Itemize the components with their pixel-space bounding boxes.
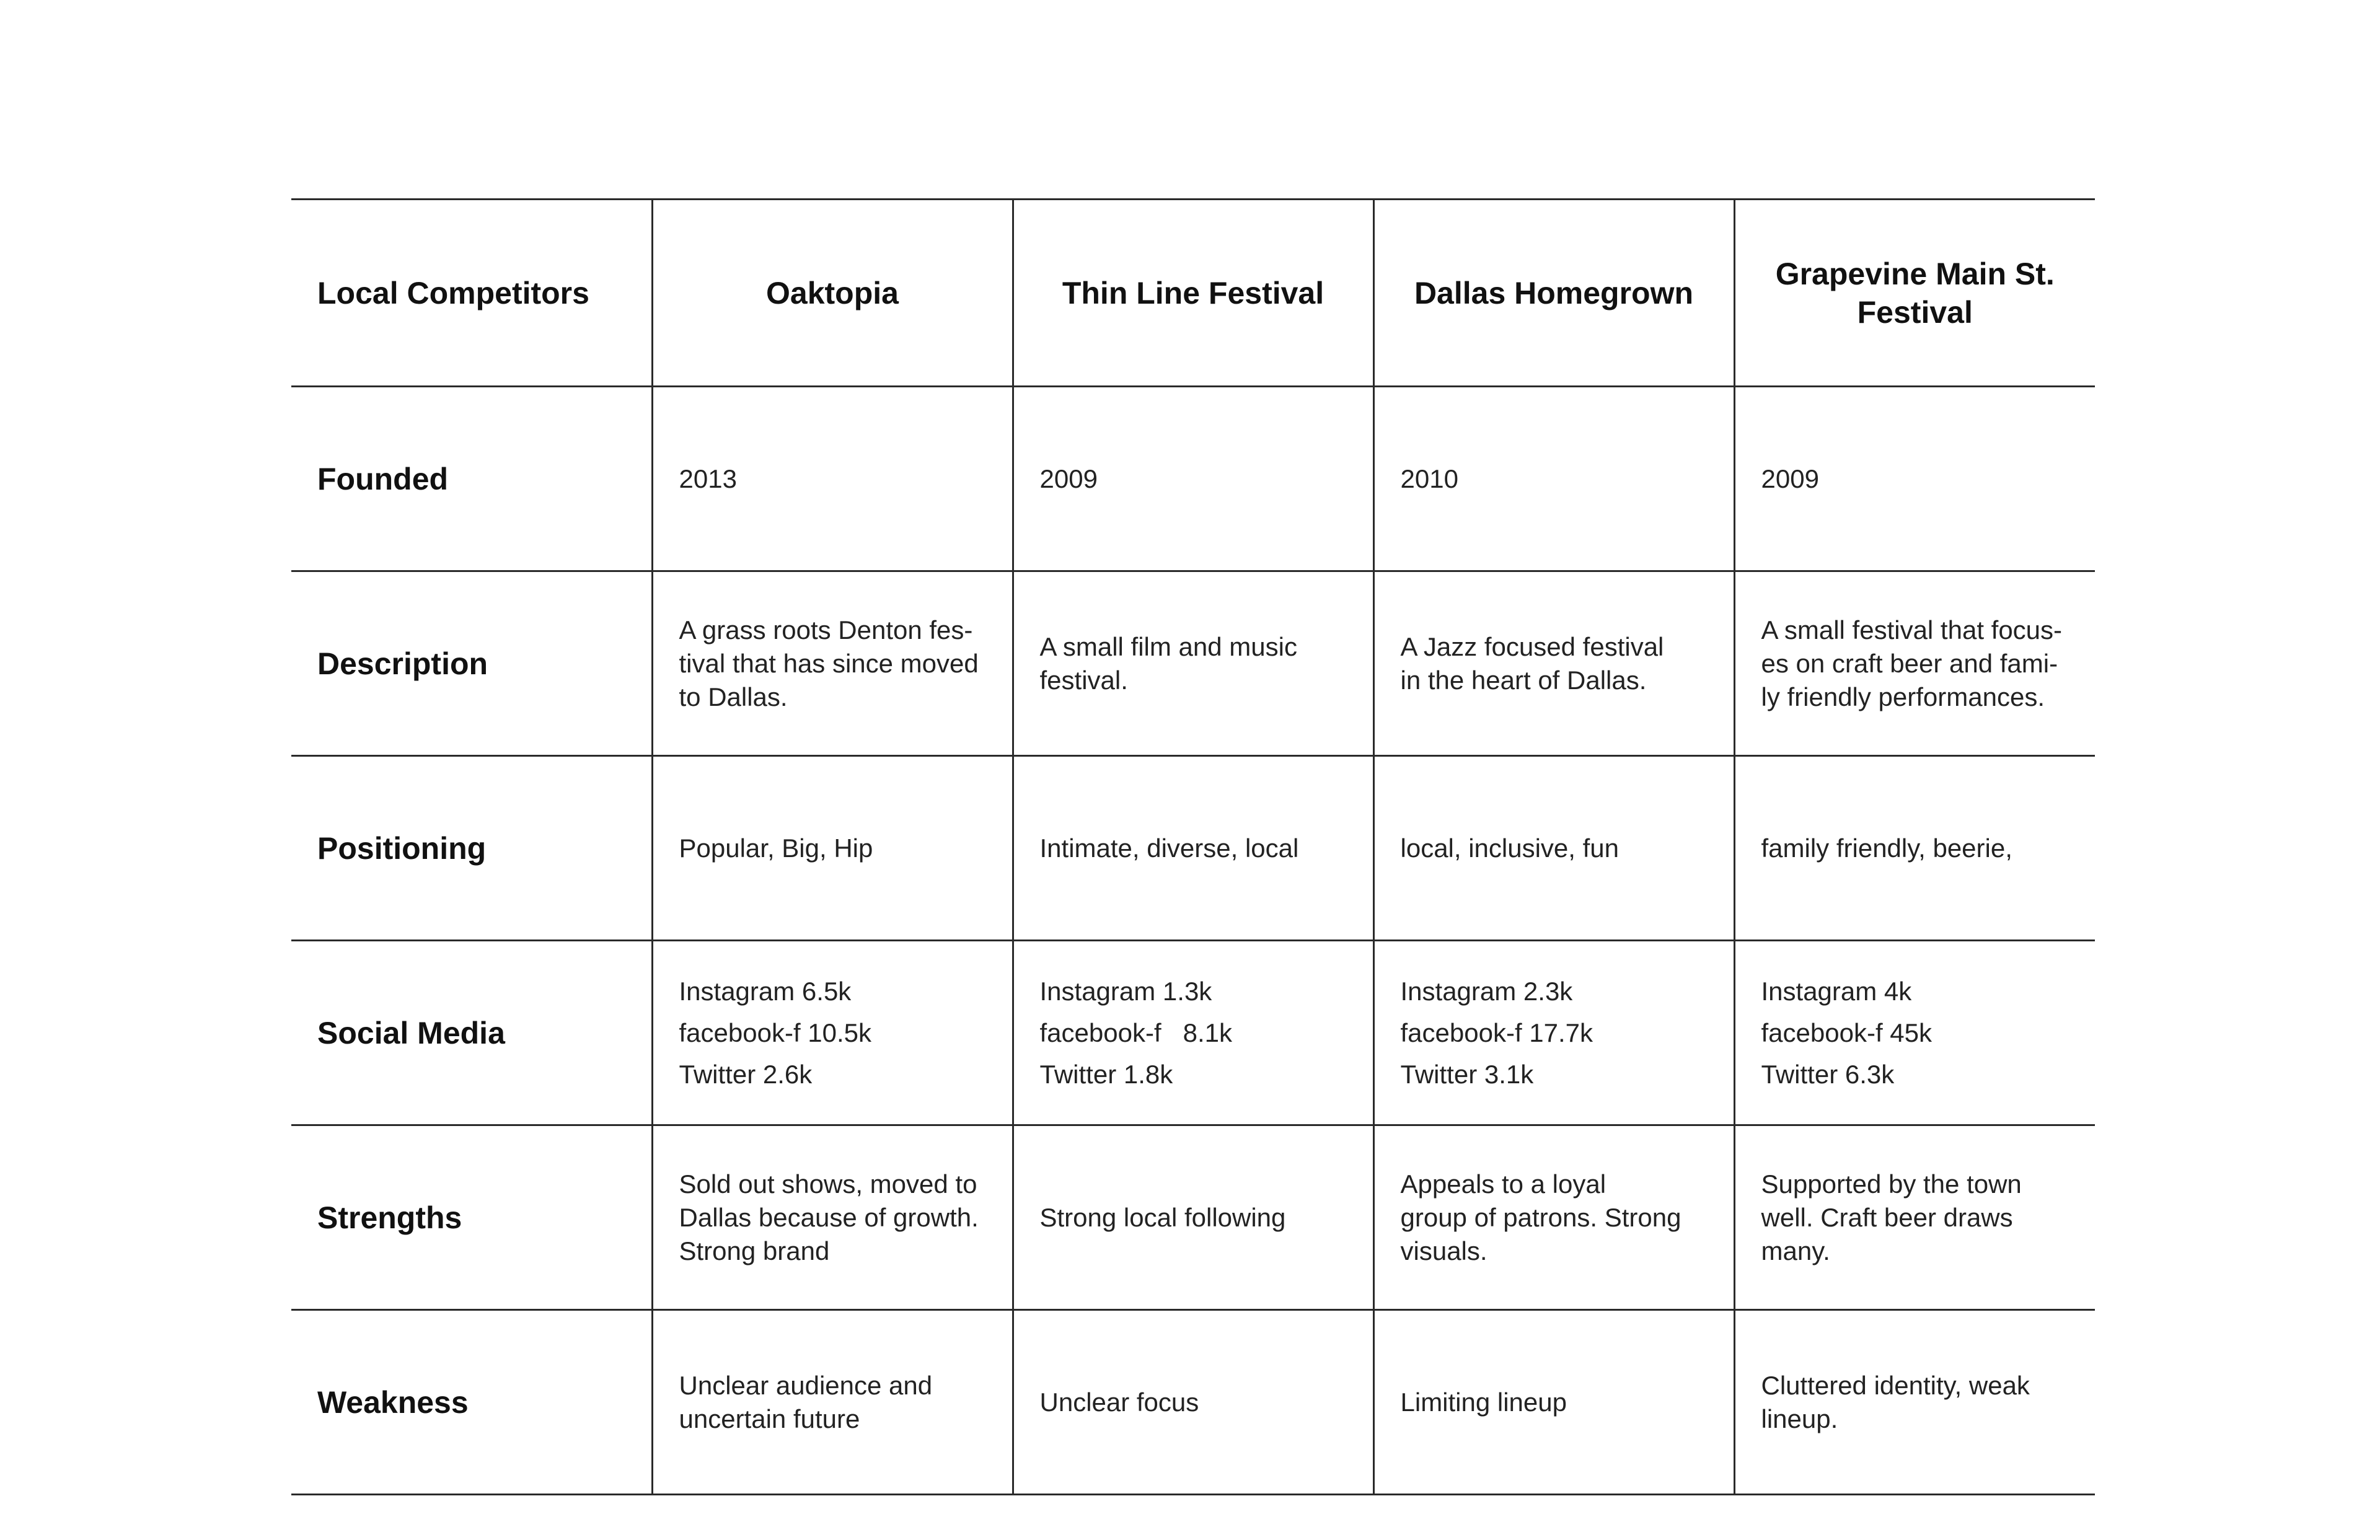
cell-text-line: es on craft beer and fami- (1761, 648, 2058, 678)
cell-text-line: Twitter 6.3k (1761, 1060, 1895, 1089)
table-cell (652, 1310, 1013, 1495)
cell-text-line: visuals. (1400, 1236, 1488, 1265)
table-cell (1373, 756, 1734, 941)
row-label-weakness: Weakness (291, 1310, 652, 1495)
cell-text-line: facebook-f 45k (1761, 1018, 1933, 1047)
cell-text-line: facebook-f 10.5k (679, 1018, 872, 1047)
cell-text-line: well. Craft beer draws (1761, 1202, 2013, 1232)
cell-text-line: uncertain future (679, 1404, 860, 1433)
cell-text-line: 2013 (679, 464, 737, 493)
table-cell (1013, 1125, 1373, 1310)
table-cell (1373, 387, 1734, 571)
cell-text-line: Limiting lineup (1400, 1387, 1567, 1417)
cell-text-line: A grass roots Denton fes- (679, 615, 973, 645)
table-body (291, 200, 2095, 1495)
table-cell (652, 756, 1013, 941)
table-cell (652, 387, 1013, 571)
cell-text-line: Cluttered identity, weak (1761, 1370, 2030, 1400)
cell-text-line: Popular, Big, Hip (679, 833, 873, 863)
table-row-description (291, 571, 2095, 756)
table-cell (1734, 387, 2095, 571)
cell-text-line: Unclear focus (1039, 1387, 1199, 1417)
cell-text-line: Supported by the town (1761, 1169, 2022, 1199)
table-cell (1734, 571, 2095, 756)
cell-text-line: Instagram 6.5k (679, 977, 852, 1006)
cell-text-line: facebook-f 17.7k (1400, 1018, 1593, 1047)
cell-text-line: ly friendly performances. (1761, 682, 2045, 711)
table-cell (1734, 941, 2095, 1125)
cell-text-line: Appeals to a loyal (1400, 1169, 1606, 1199)
cell-text-line: local, inclusive, fun (1400, 833, 1620, 863)
cell-text-line: Dallas because of growth. (679, 1202, 979, 1232)
row-label-strengths: Strengths (291, 1125, 652, 1310)
cell-text-line: lineup. (1761, 1404, 1838, 1433)
row-label-founded: Founded (291, 387, 652, 571)
table-cell (1734, 1125, 2095, 1310)
cell-text-line: 2009 (1039, 464, 1098, 493)
table-row-strengths (291, 1125, 2095, 1310)
cell-text-line: in the heart of Dallas. (1400, 665, 1647, 695)
header-row (291, 200, 2095, 387)
table-cell (1373, 1125, 1734, 1310)
cell-text-line: A small festival that focus- (1761, 615, 2063, 645)
cell-text-line: A small film and music (1039, 631, 1297, 661)
table-row-positioning (291, 756, 2095, 941)
cell-text-line: to Dallas. (679, 682, 788, 711)
column-header-grapevine-main-st-festival: Grapevine Main St. Festival (1734, 200, 2095, 387)
table-cell (1013, 941, 1373, 1125)
cell-text-line: Twitter 1.8k (1039, 1060, 1173, 1089)
cell-text-line: Strong local following (1039, 1202, 1286, 1232)
table-cell (652, 941, 1013, 1125)
row-label-positioning: Positioning (291, 756, 652, 941)
row-label-social-media: Social Media (291, 941, 652, 1125)
table-cell (1013, 1310, 1373, 1495)
cell-text-line: Unclear audience and (679, 1370, 933, 1400)
table-cell (1373, 571, 1734, 756)
row-label-description: Description (291, 571, 652, 756)
competitor-comparison-table-container (291, 198, 2095, 1494)
cell-text-line: A Jazz focused festival (1400, 631, 1664, 661)
cell-text-line: Twitter 2.6k (679, 1060, 813, 1089)
table-cell (652, 1125, 1013, 1310)
column-header-thin-line-festival: Thin Line Festival (1013, 200, 1373, 387)
table-cell (1373, 941, 1734, 1125)
cell-text-line: facebook-f 8.1k (1039, 1018, 1233, 1047)
cell-text-line: Instagram 1.3k (1039, 977, 1212, 1006)
table-cell (652, 571, 1013, 756)
table-row-weakness (291, 1310, 2095, 1495)
cell-text-line: Intimate, diverse, local (1039, 833, 1299, 863)
cell-text-line: Sold out shows, moved to (679, 1169, 977, 1199)
table-cell (1013, 387, 1373, 571)
cell-text-line: tival that has since moved (679, 648, 979, 678)
corner-label: Local Competitors (291, 200, 652, 387)
cell-text-line: many. (1761, 1236, 1830, 1265)
table-cell (1734, 756, 2095, 941)
table-row-founded (291, 387, 2095, 571)
column-header-oaktopia: Oaktopia (652, 200, 1013, 387)
cell-text-line: 2010 (1400, 464, 1458, 493)
table-row-social-media (291, 941, 2095, 1125)
competitor-comparison-table (291, 198, 2095, 1495)
cell-text-line: group of patrons. Strong (1400, 1202, 1681, 1232)
table-cell (1013, 756, 1373, 941)
cell-text-line: Instagram 2.3k (1400, 977, 1573, 1006)
cell-text-line: Instagram 4k (1761, 977, 1912, 1006)
cell-text-line: family friendly, beerie, (1761, 833, 2012, 863)
cell-text-line: 2009 (1761, 464, 1819, 493)
table-cell (1013, 571, 1373, 756)
cell-text-line: Strong brand (679, 1236, 830, 1265)
cell-text-line: festival. (1039, 665, 1128, 695)
column-header-dallas-homegrown: Dallas Homegrown (1373, 200, 1734, 387)
table-cell (1373, 1310, 1734, 1495)
cell-text-line: Twitter 3.1k (1400, 1060, 1534, 1089)
table-cell (1734, 1310, 2095, 1495)
